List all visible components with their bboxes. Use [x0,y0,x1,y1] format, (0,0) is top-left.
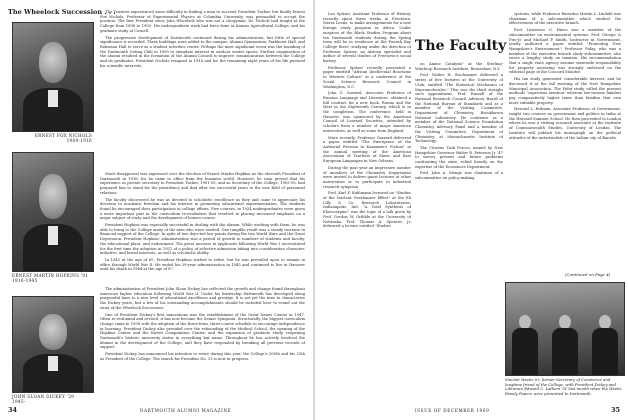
group-photo-caption: Sinclair Weeks (r), former Secretary of Commerce and longtime friend of the College, with President Dickey and Librarian Edward C. Lathem '51 last month when the Weeks Family Papers were presented to Dartmouth. [505,377,622,396]
folio-left: DARTMOUTH ALUMNI MAGAZINE [140,408,232,413]
running-head: The Wheelock Succession . . . [8,8,116,16]
right-page [315,0,628,420]
article-text-middle: Much disapproval was expressed over the election of Ernest Martin Hopkins as the eleventh President of Dartmouth in 1916, for he came to office from the business world. However, he soon proved that his experience as private secretary to President Tucker, 1901-05, and as Secretary of the College, 1905-10, had prepared him to stand for the presidency and that after ten successful years in the new field of personnel relations. The faculty discovered he was as devoted to scholastic excellence as they and came to appreciate his devotion to academic freedom and his interest in promoting educational experimentation. The students found he encouraged their participation in college affairs. Five courses, in 1924 undergraduates were given a more important part in the curriculum re-evaluation that resulted in placing increased emphasis on a major subject of study and the development of honors course. President Hopkins was especially successful in dealing with the alumni. While working with them, he was able to bring to the College many of the men who were needed. One tangible result was a steady increase in financial support of the College. In spite of two dejected low points during the two World Wars and the Great Depression, President Hopkins' administration was a period of growth in numbers of students and faculty, the educational plant, and endowment. The great increase in applicants following World War I necessitated for the first time the adoption in 1921 of a policy of selective admission taking into consideration character, initiative, and broad interests, as well as scholastic ability. In 1945 at the age of 65, President Hopkins wished to retire, but he was prevailed upon to remain in office through World War II. He ended his 29-year administration in 1945 and continued to live in Hanover until his death in 1964 at the age of 87. [100,172,305,272]
section-heading: The Faculty [415,38,507,54]
portrait-hopkins [12,152,94,272]
faculty-column-2: on Amine Catalysis" at the Sterling-Winthrop Research Institute, Rensselaer, N.Y. Prof. Walter H. Stockmayer delivered a series of five lectures at the University of Utah, entitled "The Statistical Mechanics of Macromolecules." This was the third straight such appointment. Prof. Russell of the National Research Council Advisory Board of the National Bureau of Standards and as a member of the Visiting Committee, Department of Chemistry, Brookhaven National Laboratory. He continues as a member of the National Science Foundation Chemistry Advisory Panel and a member of the Visiting Committee, Department of Chemistry, at Massachusetts Institute of Technology. The Citizens Task Forces, named by New Hampshire Governor Walter R. Peterson Jr. '47 to survey present and future problems confronting the state, relied heavily on the expertise of the Economics Department. Prof. John A. Menge was chairman of a subcommittee on policy-making [415,62,503,181]
caption-dickey: JOHN SLOAN DICKEY '29 1945- [12,394,75,405]
group-photo [505,282,625,376]
caption-nichols: ERNEST FOX NICHOLS 1909-1916 [34,133,92,144]
faculty-column-1: Leo Spitzer, Assistant Professor of History, recently spent three weeks in Freetown, Sierra Leone, to make arrangements for a new foreign study program in Africa. Under auspices of the Black Studies Program about ten Dartmouth students during the Spring term will be in residence at the Fourah Bay College there, studying under the direction of Professor Spitzer, an African specialist and author of several studies of Freetown's social history. Professor Spitzer recently presented a paper entitled "African Intellectual Reactions to Western Culture" at a conference of the Social Science Research Council in Washington, D.C. John G. Garrard, Associate Professor of Russian Language and Literature, obtained a full contract for a new book, Russia and the West in the Eighteenth Century, which is in the completion. The conference, held in Hanover, was sponsored by the American Council of Learned Societies, attended by scholars from a number of major American universities, as well as some from England. More recently, Professor Garrard delivered a paper entitled "The Emergence of the Authorial Persona in Karamzin's Fiction" at the annual meeting of the American Association of Teachers of Slavic and East European Languages in New Orleans. During the past year an impressive number of members of the Chemistry Department were invited to deliver guest lectures at other universities or to participate in industrial research symposia. Prof. Karl F. Kuhlmann lectured on "Studies of the Nuclear Overhauser Effect" at the Eli Lilly & Co. Research Laboratories, Indianapolis. Ind. "A Total Synthesis of Elaeocarpine" was the topic of a talk given by Prof. Gordon W. Gribble at the University of Nebraska. Prof. Thomas A. Spencer, Jr. delivered a lecture entitled "Studies [323,12,411,229]
article-text-bottom: The administration of President John Sloan Dickey has reflected the growth and change found throughout American higher education following World War II. Under his leadership Dartmouth has developed along purposeful lines to a new level of educational excellence and prestige. It is not yet the time to characterize the Dickey years, but a few of his outstanding accomplishments should be included here to round out the story of the Wheelock Succession. One of President Dickey's first innovations was the establishment of the Great Issues Course in 1947. Often re-evaluated and revised, it has now become the Senior Symposia. Structurally, the biggest curriculum change came in 1958 with the adoption of the three-term, three-course schedule to encourage independence in learning. President Dickey also presided over the rebounding of the Medical School, the opening of the Hopkins Center and the Kiewit Computation Center, and the expansion of graduate study, reopening Dartmouth's historic university status in everything but name. Throughout he has actively involved the alumni in the development of the College, and they have responded by breaking all previous records of support. President Dickey has announced his intention to retire during this year, the College's 200th and his 25th as President of the College. The search for President No. 13 is now in progress. [100,287,305,361]
page-number-left: 34 [8,406,18,414]
portrait-dickey [12,296,94,393]
faculty-column-3: systems, while Professor Emeritus Martin L. Lindahl was chairman of a subcommittee which studied the effectiveness of the executive branch. Prof. Lawrence G. Hines was a member of the subcommittee on environmental systems. Prof. George & Piro-Jr. and Michael P. Smith, Instructor in Government, jointly authored a paper entitled "Promoting New Hampshire's Environment." Professor Piday, who was a member of the executive branch study subcommittee, also wrote a lengthy study on taxation. His recommendation that a single state agency assume statewide responsibility for property assessing was strongly endorsed on the editorial page of the Concord Monitor. His tax study generated considerable interest, and he discussed it at the fall meeting of the New Hampshire Municipal Association. The Pidot study called the present methods "capricious taxation" wherein low-income families pay comparatively higher taxes than families that own more valuable property. Howard L. Erdman, Associate Professor of Government, taught two courses on government and politics in India at the Harvard Summer School. He then proceeded to London where he was a visiting research associate at the Institute of Commonwealth Studies, University of London. The Institute will publish his monograph on the political attitudes of the industrialists of the Indian city of Baroda. [509,12,621,140]
caption-hopkins: ERNEST MARTIN HOPKINS '01 1916-1945 [12,273,89,284]
left-page [0,0,313,420]
continued-note: (Continued on Page 4) [565,272,611,277]
section-heading-band [415,36,515,58]
portrait-nichols [12,22,94,132]
article-text-top: The Trustees experienced some difficulty in finding a man to succeed President Tucker, but finally Ernest Fox Nichols, Professor of Experimental Physics at Columbia University, was persuaded to accept the position. The first President since John Wheelock who was not a clergyman, Dr. Nichols had taught at the College from 1898 to 1903. His undergraduate work had been done at Kansas Agricultural College, and his graduate study at Cornell. The progressive development of Dartmouth continued during his administration, but little of special significance is recorded. Three buildings were added to the campus: Alumni Gymnasium, Parkhurst Hall, and Robinson Hall to serve as a student activities center. Perhaps the most significant event was the founding of the Dartmouth Outing Club in 1909 to stimulate interest in outdoor winter sports. Further organization of the alumni resulted in the formation of the Alumni Council to improve communication between the College and its graduates. President Nichols resigned in 1916 and for the remaining eight years of his life pursued his scientific interests. [100,10,305,68]
folio-right: ISSUE OF DECEMBER 1969 [415,408,490,413]
page-number-right: 35 [611,406,621,414]
